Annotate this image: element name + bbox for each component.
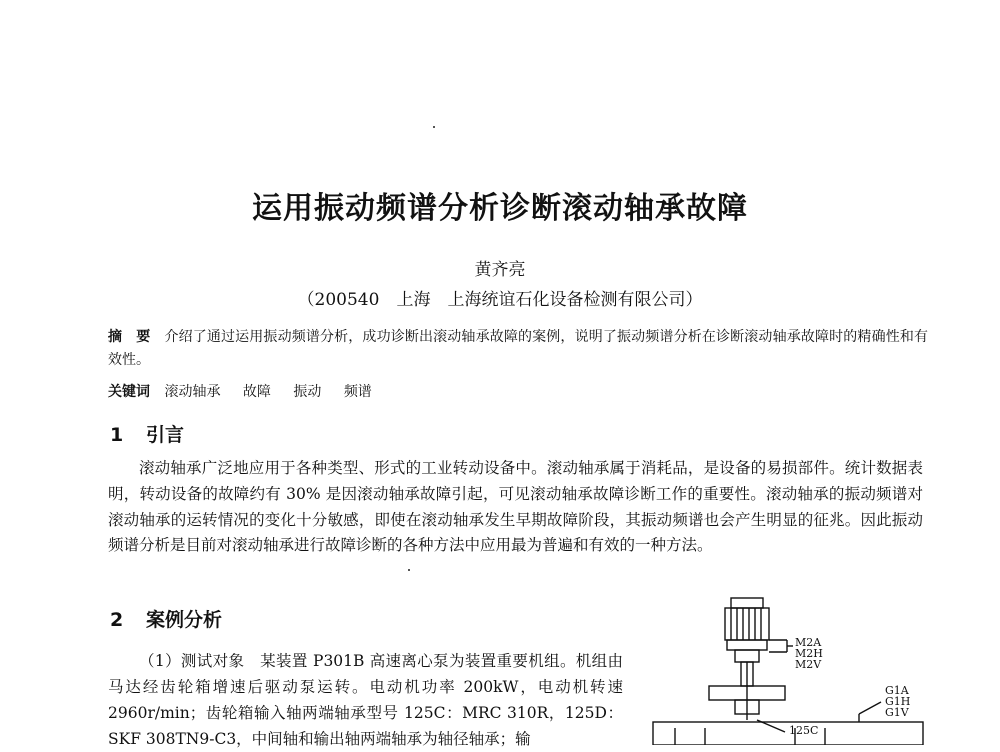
abstract-label: 摘 要 xyxy=(108,329,151,345)
scan-speck xyxy=(408,569,410,571)
section-2-title: 案例分析 xyxy=(146,609,223,631)
keywords-label: 关键词 xyxy=(108,384,150,400)
motor-flange xyxy=(727,640,767,650)
keyword-item: 频谱 xyxy=(343,384,372,400)
base-frame xyxy=(653,722,923,745)
section-1-title: 引言 xyxy=(146,424,185,446)
section-1-body: 滚动轴承广泛地应用于各种类型、形式的工业转动设备中。滚动轴承属于消耗品，是设备的易损部件。统计数据表明，转动设备的故障约有 30% 是因滚动轴承故障引起，可见滚动轴承故障诊断工作的重要性。滚动轴承的振动频谱对滚动轴承的运转情况的变化十分敏感，即使在滚动轴承发生早期故障阶段，其振动频谱也会产生明显的征兆。因此振动频谱分析是目前对滚动轴承进行故障诊断的各种方法中应用最为普遍和有效的一种方法。 xyxy=(108,459,923,555)
label-g1v: G1V xyxy=(885,706,909,719)
abstract-text: 介绍了通过运用振动频谱分析，成功诊断出滚动轴承故障的案例，说明了振动频谱分析在诊断滚动轴承故障时的精确性和有效性。 xyxy=(108,329,929,368)
author-name: 黄齐亮 xyxy=(474,260,526,280)
paper-title: 运用振动频谱分析诊断滚动轴承故障 xyxy=(252,191,748,226)
author-affiliation: （200540 上海 上海统谊石化设备检测有限公司） xyxy=(297,290,703,310)
motor-cap xyxy=(731,598,763,608)
pump-unit-diagram xyxy=(645,590,935,745)
label-m2a: M2A xyxy=(795,636,822,649)
section-1-heading xyxy=(110,420,184,447)
keyword-item: 滚动轴承 xyxy=(164,384,221,400)
section-2-number: 2 xyxy=(110,609,124,631)
label-m2h: M2H xyxy=(795,647,823,660)
keyword-item: 振动 xyxy=(293,384,322,400)
section-2-heading xyxy=(110,605,222,632)
label-m2v: M2V xyxy=(795,658,822,671)
scan-speck xyxy=(433,126,435,128)
keywords xyxy=(108,381,928,401)
label-125c: 125C xyxy=(789,724,819,737)
label-g1a: G1A xyxy=(885,684,909,697)
section-2-body: （1）测试对象 某装置 P301B 高速离心泵为装置重要机组。机组由马达经齿轮箱增速后驱动泵运转。电动机功率 200kW，电动机转速 2960r/min；齿轮箱输入轴两端轴承型号 125C：MRC 310R，125D：SKF 308TN9-C3，中间轴和输出轴两端轴承为轴径轴承；输 xyxy=(108,652,623,748)
label-g1h: G1H xyxy=(885,695,911,708)
section-1-number: 1 xyxy=(110,424,124,446)
abstract xyxy=(108,326,928,372)
keyword-item: 故障 xyxy=(242,384,271,400)
